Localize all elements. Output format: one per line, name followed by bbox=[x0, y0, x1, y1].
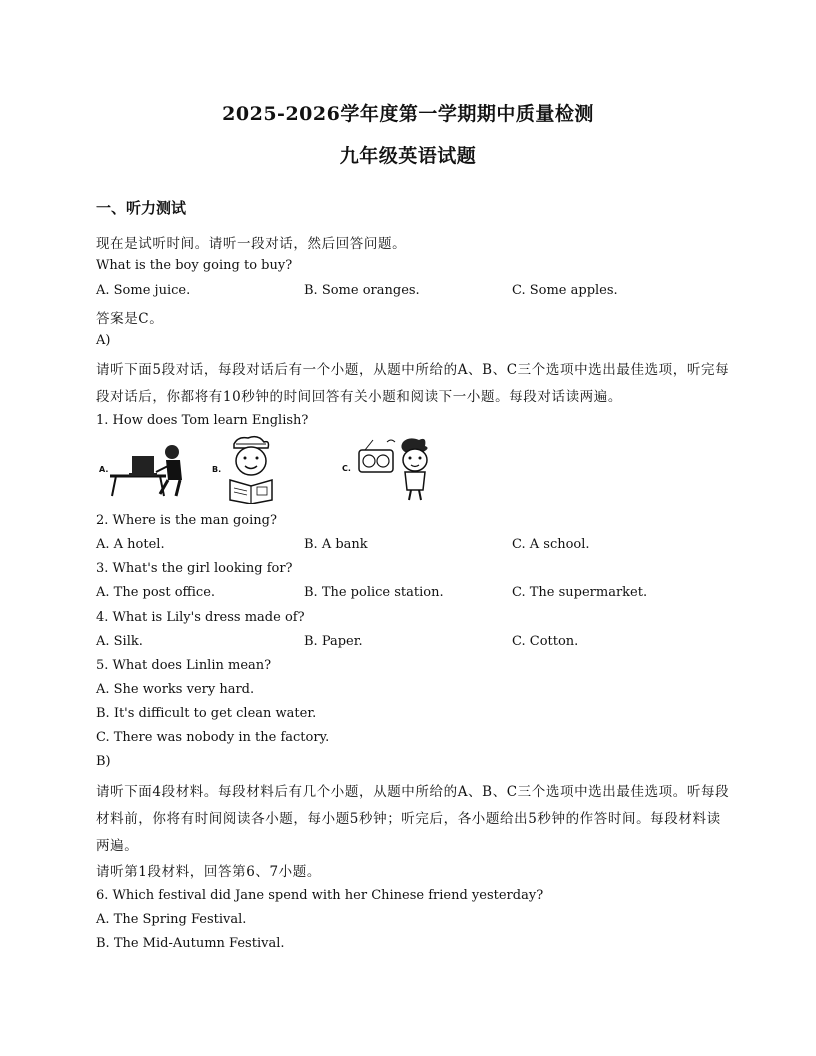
q5-option-b: B. It's difficult to get clean water. bbox=[96, 706, 317, 721]
sample-option-a: A. Some juice. bbox=[96, 283, 191, 298]
part-b-label: B) bbox=[96, 754, 111, 769]
sample-answer: 答案是C。 bbox=[96, 311, 164, 327]
q2-option-c: C. A school. bbox=[512, 537, 590, 552]
radio-listening-illustration bbox=[339, 434, 449, 504]
q3-option-b: B. The police station. bbox=[304, 585, 444, 600]
q5-option-a: A. She works very hard. bbox=[96, 682, 255, 697]
question-5: 5. What does Linlin mean? bbox=[96, 658, 272, 673]
q6-option-b: B. The Mid-Autumn Festival. bbox=[96, 936, 285, 951]
sample-option-c: C. Some apples. bbox=[512, 283, 618, 298]
part-a-instructions-line2: 段对话后，你都将有10秒钟的时间回答有关小题和阅读下一小题。每段对话读两遍。 bbox=[96, 389, 622, 405]
q5-option-c: C. There was nobody in the factory. bbox=[96, 730, 330, 745]
question-3: 3. What's the girl looking for? bbox=[96, 561, 293, 576]
question-1: 1. How does Tom learn English? bbox=[96, 413, 309, 428]
sample-question: What is the boy going to buy? bbox=[96, 258, 293, 273]
part-a-instructions-line1: 请听下面5段对话，每段对话后有一个小题，从题中所给的A、B、C三个选项中选出最佳选项，听完每 bbox=[96, 362, 730, 378]
q1-picture-a bbox=[96, 434, 196, 504]
question-2: 2. Where is the man going? bbox=[96, 513, 277, 528]
part-b-instructions-line3: 两遍。 bbox=[96, 838, 139, 854]
q4-option-b: B. Paper. bbox=[304, 634, 363, 649]
q4-option-c: C. Cotton. bbox=[512, 634, 579, 649]
intro-text: 现在是试听时间。请听一段对话，然后回答问题。 bbox=[96, 236, 407, 252]
material-1-instruction: 请听第1段材料，回答第6、7小题。 bbox=[96, 864, 321, 880]
question-6: 6. Which festival did Jane spend with her Chinese friend yesterday? bbox=[96, 888, 544, 903]
q1-picture-b bbox=[208, 434, 288, 504]
q6-option-a: A. The Spring Festival. bbox=[96, 912, 247, 927]
computer-study-illustration bbox=[96, 434, 196, 504]
section-heading-listening: 一、听力测试 bbox=[96, 199, 187, 217]
part-a-label: A) bbox=[96, 333, 111, 348]
q2-option-a: A. A hotel. bbox=[96, 537, 165, 552]
q1-picture-c bbox=[339, 434, 449, 504]
part-b-instructions-line2: 材料前，你将有时间阅读各小题，每小题5秒钟；听完后，各小题给出5秒钟的作答时间。每段材料读 bbox=[96, 811, 721, 827]
exam-title: 2025-2026学年度第一学期期中质量检测 bbox=[222, 103, 594, 125]
q1-label-c: C. bbox=[342, 464, 351, 473]
q3-option-a: A. The post office. bbox=[96, 585, 216, 600]
q4-option-a: A. Silk. bbox=[96, 634, 143, 649]
q1-label-a: A. bbox=[99, 465, 109, 474]
exam-subtitle: 九年级英语试题 bbox=[339, 145, 477, 167]
q1-label-b: B. bbox=[212, 465, 222, 474]
sample-option-b: B. Some oranges. bbox=[304, 283, 420, 298]
part-b-instructions-line1: 请听下面4段材料。每段材料后有几个小题，从题中所给的A、B、C三个选项中选出最佳选项。听每段 bbox=[96, 784, 730, 800]
question-4: 4. What is Lily's dress made of? bbox=[96, 610, 305, 625]
q2-option-b: B. A bank bbox=[304, 537, 368, 552]
q3-option-c: C. The supermarket. bbox=[512, 585, 648, 600]
